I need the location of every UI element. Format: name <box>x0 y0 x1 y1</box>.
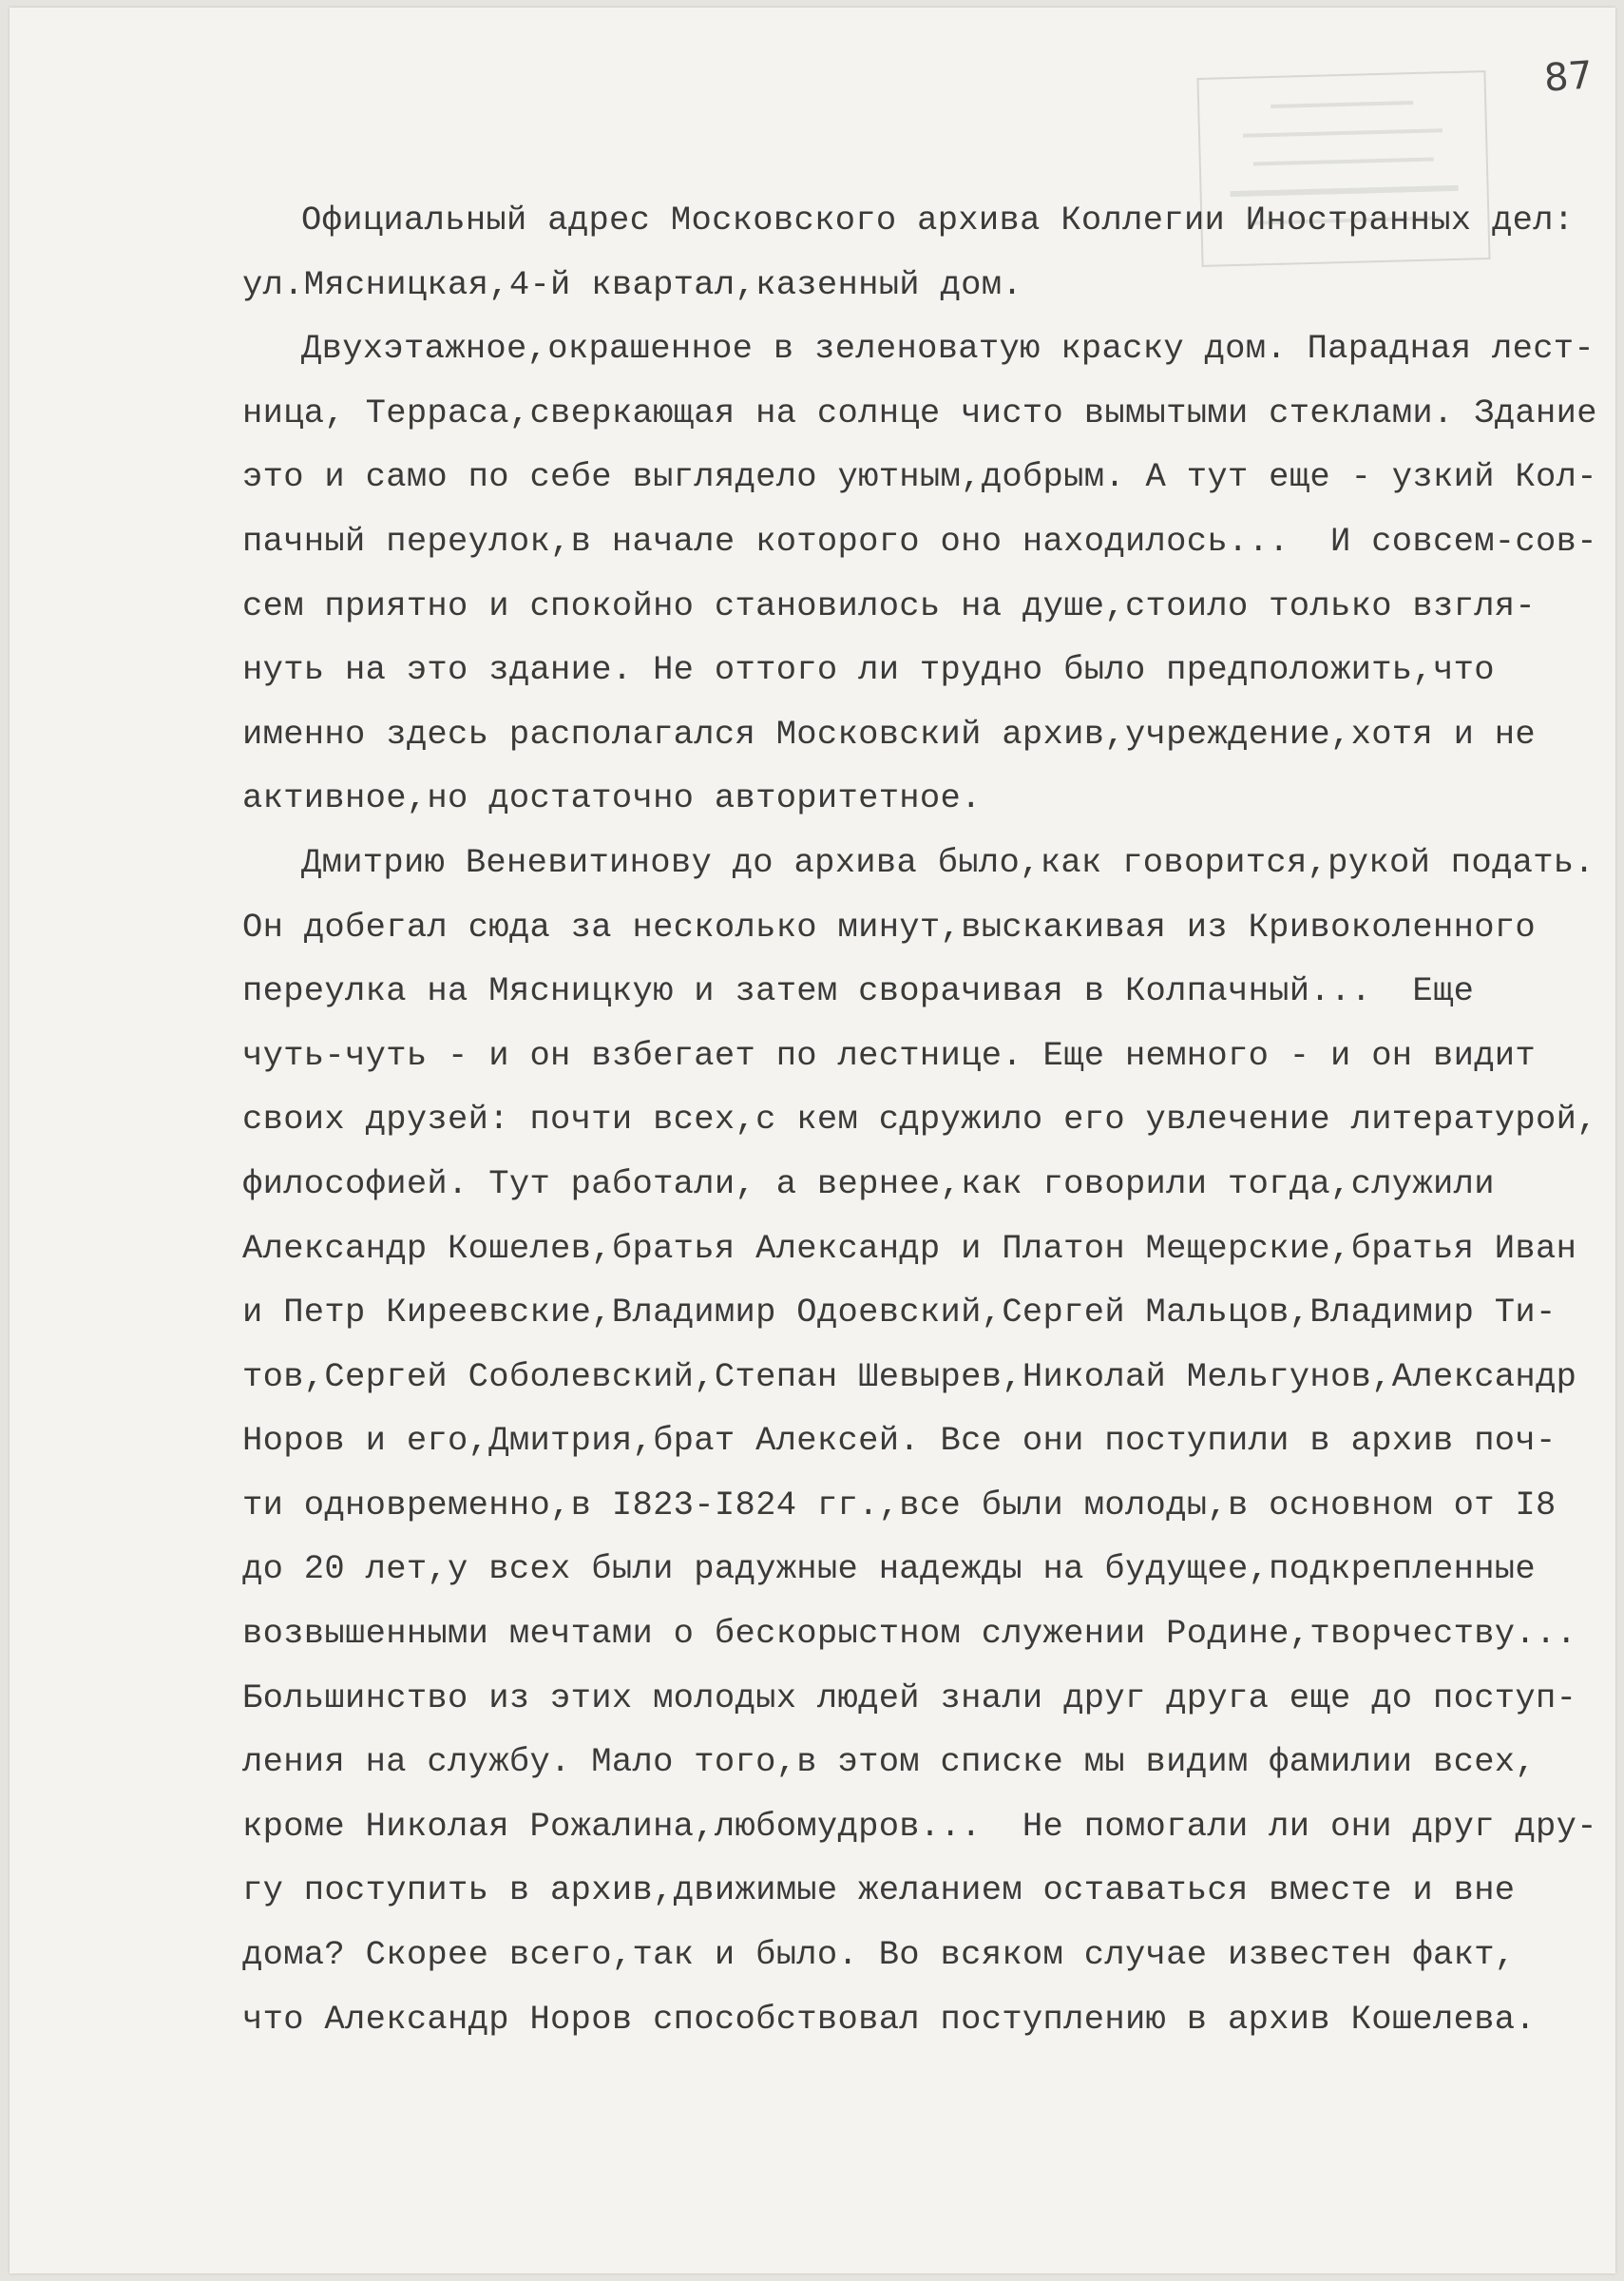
text-line: активное,но достаточно авторитетное. <box>242 778 982 818</box>
text-line: кроме Николая Рожалина,любомудров... Не помогали ли они друг дру- <box>242 1806 1597 1846</box>
text-line: сем приятно и спокойно становилось на душе,стоило только взгля- <box>242 585 1537 625</box>
text-line: что Александр Норов способствовал поступлению в архив Кошелева. <box>242 1999 1537 2039</box>
text-line: дома? Скорее всего,так и было. Во всяком случае известен факт, <box>242 1935 1516 1975</box>
text-line: гу поступить в архив,движимые желанием оставаться вместе и вне <box>242 1870 1516 1910</box>
text-line: возвышенными мечтами о бескорыстном служении Родине,творчеству... <box>242 1614 1577 1654</box>
text-line: ница, Терраса,сверкающая на солнце чисто вымытыми стеклами. Здание <box>242 393 1597 432</box>
text-line: Александр Кошелев,братья Александр и Платон Мещерские,братья Иван <box>242 1228 1577 1268</box>
text-line: своих друзей: почти всех,с кем сдружило его увлечение литературой, <box>242 1100 1597 1140</box>
text-line: ления на службу. Мало того,в этом списке мы видим фамилии всех, <box>242 1742 1537 1782</box>
text-line: Он добегал сюда за несколько минут,выскакивая из Кривоколенного <box>242 907 1537 947</box>
text-line: чуть-чуть - и он взбегает по лестнице. Еще немного - и он видит <box>242 1035 1537 1075</box>
text-line: Норов и его,Дмитрия,брат Алексей. Все они поступили в архив поч- <box>242 1421 1557 1461</box>
text-line: философией. Тут работали, а вернее,как говорили тогда,служили <box>242 1163 1495 1203</box>
text-line: ул.Мясницкая,4-й квартал,казенный дом. <box>242 264 1022 304</box>
text-line: Большинство из этих молодых людей знали друг друга еще до поступ- <box>242 1677 1577 1717</box>
text-line: тов,Сергей Соболевский,Степан Шевырев,Николай Мельгунов,Александр <box>242 1356 1577 1396</box>
text-line: Официальный адрес Московского архива Коллегии Иностранных дел: <box>301 201 1575 240</box>
text-line: и Петр Киреевские,Владимир Одоевский,Сергей Мальцов,Владимир Ти- <box>242 1293 1557 1332</box>
text-line: Двухэтажное,окрашенное в зеленоватую краску дом. Парадная лест- <box>301 329 1595 369</box>
text-line: это и само по себе выглядело уютным,добрым. А тут еще - узкий Кол- <box>242 457 1597 497</box>
text-line: Дмитрию Веневитинову до архива было,как говорится,рукой подать. <box>301 842 1595 882</box>
text-line: переулка на Мясницкую и затем сворачивая в Колпачный... Еще <box>242 971 1475 1011</box>
text-line: нуть на это здание. Не оттого ли трудно было предположить,что <box>242 650 1495 690</box>
page-number: 87 <box>1542 53 1595 101</box>
typewritten-text <box>242 188 1597 2051</box>
text-line: до 20 лет,у всех были радужные надежды на будущее,подкрепленные <box>242 1549 1537 1589</box>
text-line: именно здесь располагался Московский архив,учреждение,хотя и не <box>242 714 1537 754</box>
text-line: ти одновременно,в I823-I824 гг.,все были молоды,в основном от I8 <box>242 1485 1557 1524</box>
text-line: пачный переулок,в начале которого оно находилось... И совсем-сов- <box>242 521 1597 561</box>
